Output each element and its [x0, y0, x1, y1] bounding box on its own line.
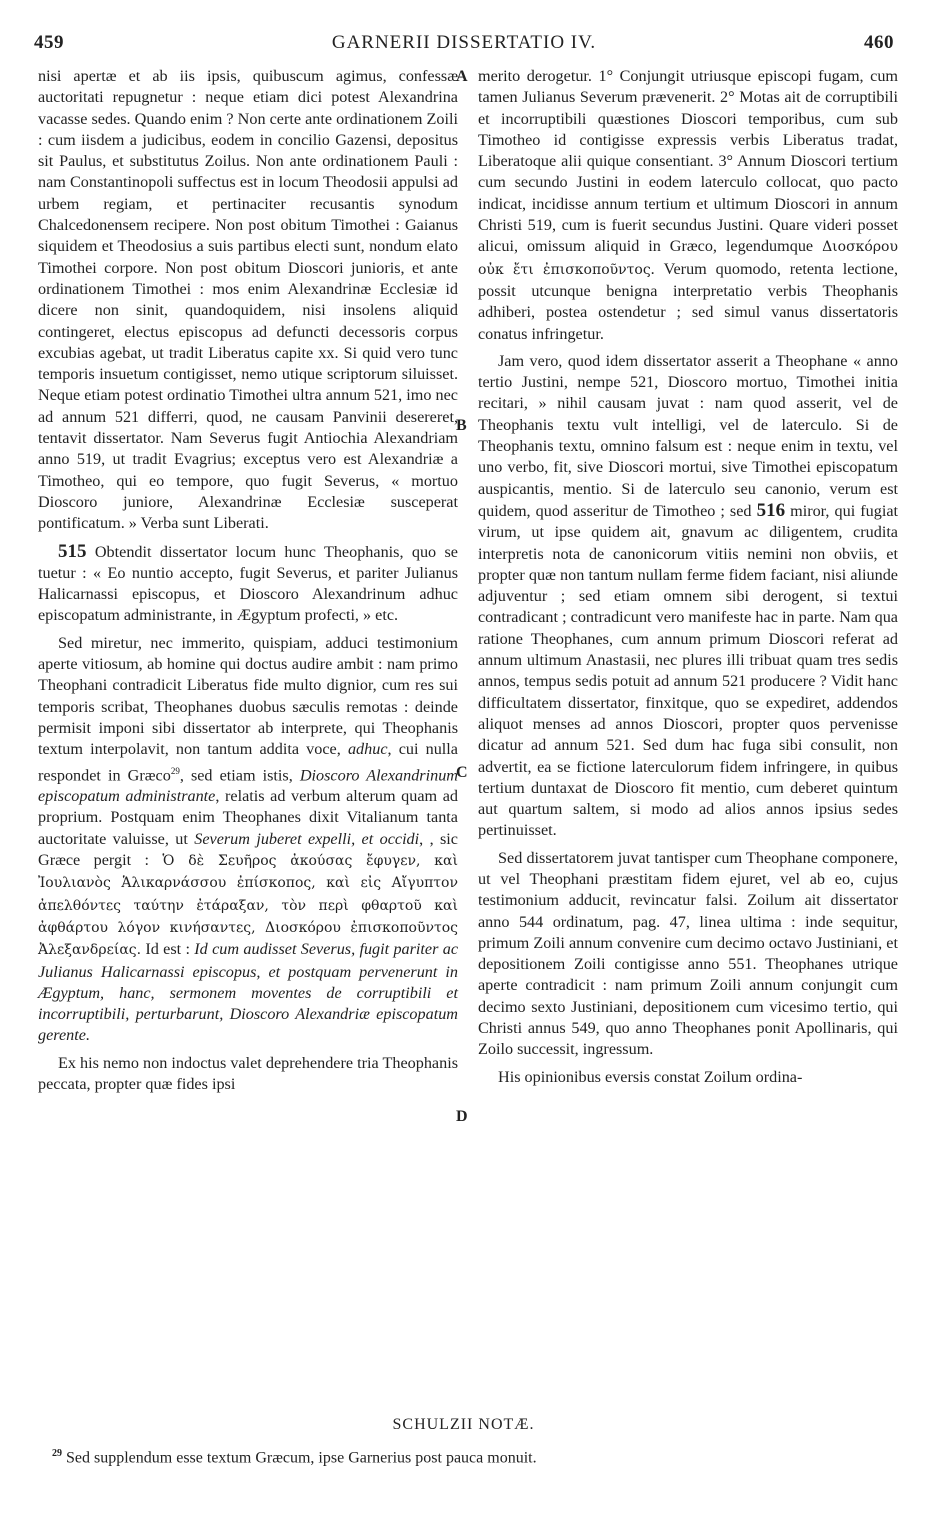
right-paragraph-3: Sed dissertatorem juvat tantisper cum Theophane componere, ut vel Theophani præstitam fidem ejuret, vel ab eo, cujus testimonium adducit, revincatur falsi. Zoilum ait dissertator anno 544 ordinatum, pag. 47, linea ultima : inde sequitur, primum Zoili annum convenire cum decimo octavo Justiniani, et depositionem Zoili contigisse anno 551. Theophanes utrique aperte contradicit : nam primum Zoili annum conjungit cum decimo sexto Justiniani, depositionem cum vicesimo tertio, qui Christi annus 549, quo anno Theophanes ponit Apollinaris, qui Zoilo successit, ingressum. [478, 848, 898, 1059]
page-number-left: 459 [34, 32, 64, 53]
left-paragraph-4: Ex his nemo non indoctus valet deprehendere tria Theophanis peccata, propter quæ fides ipsi [38, 1053, 458, 1094]
left-paragraph-2: 515 Obtendit dissertator locum hunc Theophanis, quo se tuetur : « Eo nuntio accepto, fugit Severus, et pariter Julianus Halicarnassi episcopus, et Dioscoro Alexandrinum adhuc episcopatum administrante, in Ægyptum profecti, » etc. [38, 540, 458, 625]
footnote-text: Sed supplendum esse textum Græcum, ipse Garnerius post pauca monuit. [62, 1449, 537, 1467]
margin-marker-b: B [456, 417, 467, 434]
running-title: GARNERII DISSERTATIO IV. [331, 32, 597, 53]
margin-marker-c: C [456, 764, 468, 781]
margin-marker-d: D [456, 1108, 468, 1125]
section-number-516: 516 [756, 499, 786, 521]
page-number-right: 460 [864, 32, 894, 53]
footnote-29 [52, 1448, 892, 1467]
greek-quotation: Ὁ δὲ Σευῆρος ἀκούσας ἔφυγεν, καὶ Ἰουλιανὸς Ἁλικαρνάσσου ἐπίσκοπος, καὶ εἰς Αἴγυπτον ἀπελθόντες ταύτην ἐτάραξαν, τὸν περὶ φθαρτοῦ καὶ ἀφθάρτου λόγον κινήσαντες, Διοσκόρου ἐπισκοποῦντος Ἀλεξανδρείας. [38, 853, 458, 959]
section-number-515: 515 [58, 540, 87, 562]
greek-phrase: Διοσκόρου οὐκ ἔτι ἐπισκοποῦντος [478, 239, 898, 278]
right-paragraph-4: His opinionibus eversis constat Zoilum ordina- [498, 1067, 803, 1086]
left-paragraph-3: Sed miretur, nec immerito, quispiam, adduci testimonium aperte vitiosum, ab homine qui doctus audire ambit : nam primo Theophani contradicit Liberatus fide multo dignior, cum res sui temporis scribat, Theophanes duobus sæculis remotas : deinde permisit imponi sibi dissertator ab interprete, qui Theophanis textum interpolavit, non tantum addita voce, adhuc, cui nulla respondet in Græco$^{29}$, sed etiam istis, Dioscoro Alexandrinum episcopatum administrante, relatis ad verbum alterum quam ad proprium. Postquam enim Theophanes dixit Vitalianum tanta auctoritate valuisse, ut Severum juberet expelli, et occidi, , sic Græce pergit : Ὁ δὲ Σευῆρος ἀκούσας ἔφυγεν, καὶ Ἰουλιανὸς Ἁλικαρνάσσου ἐπίσκοπος, καὶ εἰς Αἴγυπτον ἀπελθόντες ταύτην ἐτάραξαν, τὸν περὶ φθαρτοῦ καὶ ἀφθάρτου λόγον κινήσαντες, Διοσκόρου ἐπισκοποῦντος Ἀλεξανδρείας. Id est : Id cum audisset Severus, fugit pariter ac Julianus Halicarnassi episcopus, et postquam pervenerunt in Ægyptum, hanc, sermonem moventes de corruptibili et incorruptibili, perturbarunt, Dioscoro Alexandriæ episcopatum gerente. [38, 633, 459, 1045]
page-header [34, 32, 894, 62]
notes-title: SCHULZII NOTÆ. [392, 1416, 535, 1433]
left-paragraph-1: nisi apertæ et ab iis ipsis, quibuscum agimus, confessæ auctoritati repugnetur : neque etiam dici potest Alexandrina vacasse sedes. Quando enim ? Non certe ante ordinationem Zoili : cum iisdem a judicibus, eodem in concilio Gazensi, depositus sit Paulus, et substitutus Zoilus. Non ante ordinationem Pauli : nam Constantinopoli suffectus est in locum Theodosii appulsi ad urbem regiam, et pertinaciter recusantis synodum Chalcedonensem recipere. Non post obitum Timothei : Gaianus siquidem et Theodosius a suis partibus electi sunt, nondum elato Timothei corpore. Non post obitum Dioscori junioris, et ante ordinationem Timothei : mos enim Alexandrinæ Ecclesiæ id dicere non sinit, quandoquidem, nisi insolens aliquid contingeret, electus episcopus ad defuncti decessoris corpus excubias agebat, ut tradit Liberatus capite xx. Si quid vero tunc temporis insuetum contigisset, nemo utique scriptorum siluisset. Neque etiam potest ordinatio Timothei ultra annum 521, imo nec ad annum 521 differri, quod, ne causam Panvinii desereret, tentavit dissertator. Nam Severus fugit Antiochia Alexandriam anno 519, ut tradit Evagrius; exceptus vero est Alexandriæ a Timotheo, qui eo tempore, quo fugit Severus, « mortuo Dioscoro juniore, Alexandrinæ Ecclesiæ susceperat pontificatum. » Verba sunt Liberati. [38, 67, 458, 533]
right-paragraph-1: merito derogetur. 1° Conjungit utriusque episcopi fugam, cum tamen Julianus Severum prævenerit. 2° Motas ait de corruptibili et incorruptibili quæstiones Dioscori temporibus, cum sub Timotheo id contigisse expressis verbis Liberatus tradat, Liberatoque alii quique consentiant. 3° Annum Dioscori tertium cum secundo Justini in eodem laterculo collocat, quo pacto indicat, incidisse annum tertium et ultimum Dioscori in annum Christi 519, cum is fuerit secundus Justini. Quare videri posset alicui, omissum aliquid in Græco, legendumque Διοσκόρου οὐκ ἔτι ἐπισκοποῦντος. Verum quomodo, retenta lectione, possit utcunque benigna interpretatio verbis Theophanis adhiberi, postea ostendetur ; sed simul vanus dissertatoris conatus infringetur. [478, 67, 898, 343]
right-column [478, 66, 898, 1088]
footnote-ref[interactable]: 29 [170, 765, 180, 776]
margin-marker-a: A [456, 68, 468, 85]
right-paragraph-2: Jam vero, quod idem dissertator asserit a Theophane « anno tertio Justini, nempe 521, Dioscoro mortuo, Timothei initia recitari, » nihil causam juvat : nam quod asserit, vel de Theophanis textu vult intelligi, vel de laterculo. Si de Theophanis textu, omnino falsum est : neque enim in textu, vel uno verbo, fit, sive Dioscori mortui, sive Timothei episcopatum auspicantis, mentio. Si de laterculo seu canonio, verum est quidem, quod asseritur de Timotheo ; sed 516 miror, qui fugiat virum, ut ipse quidem ait, gnavum ac diligentem, crudita interpretis nota de canonicorum vitiis nemini non obviis, et propter quæ non tantum nullam ferme fidem faciant, nisi aliunde adjuventur ; sed etiam omnem sibi derogent, si textui contradicant ; contradicunt vero manifeste hac in parte. Nam qua ratione Theophanes, cum annum primum Dioscori referat ad annum ultimum Anastasii, nec plures illi tribuat quam tres sedis annos, tempus sedis potuit ad annum 521 producere ? Vidit hanc difficultatem dissertator, finxitque, quo se expediret, addendos aliquot menses ad annos Dioscori, propter quos pervenisse dicatur ad annum 521. Sed dum hac fuga sibi consulit, non advertit, ea se fictione laterculorum fidem infringere, in quibus tertium duntaxat de Dioscoro fit mentio, cum deberet quintum aut quartum saltem, si modo ad alios annos ipsius sedes pertinuisset. [478, 351, 898, 840]
footnote-number: 29 [52, 1448, 62, 1459]
left-column [38, 66, 458, 1095]
